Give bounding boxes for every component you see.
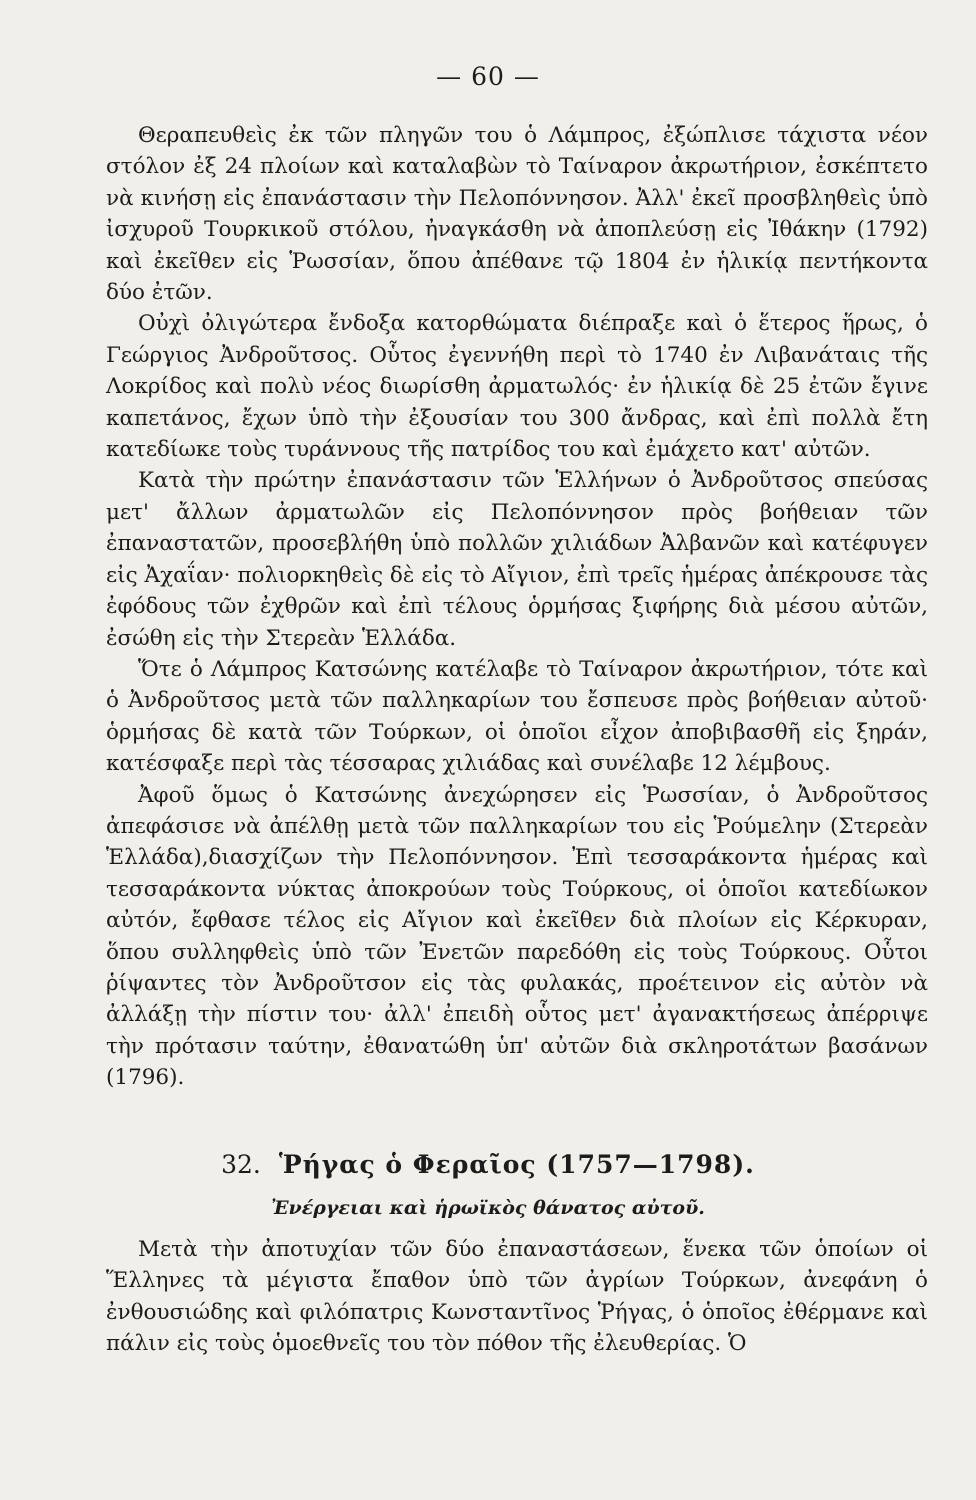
section-subtitle: Ἐνέργειαι καὶ ἡρωϊκὸς θάνατος αὐτοῦ. <box>271 1197 705 1219</box>
paragraph: Θεραπευθεὶς ἐκ τῶν πληγῶν του ὁ Λάμπρος, ἐξώπλισε τάχιστα νέον στόλον ἐξ 24 πλοίων καὶ καταλαβὼν τὸ Ταίναρον ἀκρωτήριον, ἐσκέπτετο νὰ κινήσῃ εἰς ἐπανάστασιν τὴν Πελοπόννησον. Ἀλλ' ἐκεῖ προσβληθεὶς ὑπὸ ἰσχυροῦ Τουρκικοῦ στόλου, ἠναγκάσθη νὰ ἀποπλεύσῃ εἰς Ἰθάκην (1792) καὶ ἐκεῖθεν εἰς Ῥωσσίαν, ὅπου ἀπέθανε τῷ 1804 ἐν ἡλικίᾳ πεντήκοντα δύο ἐτῶν. <box>106 123 928 306</box>
section-title: Ῥήγας ὁ Φεραῖος (1757—1798). <box>278 1150 755 1179</box>
paragraph: Ὅτε ὁ Λάμπρος Κατσώνης κατέλαβε τὸ Ταίναρον ἀκρωτήριον, τότε καὶ ὁ Ἀνδροῦτσος μετὰ τῶν παλληκαρίων του ἔσπευσε πρὸς βοήθειαν αὐτοῦ· ὁρμήσας δὲ κατὰ τῶν Τούρκων, οἱ ὁποῖοι εἶχον ἀποβιβασθῆ εἰς ξηράν, κατέσφαξε περὶ τὰς τέσσαρας χιλιάδας καὶ συνέλαβε 12 λέμβους. <box>106 656 928 777</box>
page-number: — 60 — <box>436 62 540 91</box>
paragraph: Ἀφοῦ ὅμως ὁ Κατσώνης ἀνεχώρησεν εἰς Ῥωσσίαν, ὁ Ἀνδροῦτσος ἀπεφάσισε νὰ ἀπέλθῃ μετὰ τῶν παλληκαρίων του εἰς Ῥούμελην (Στερεὰν Ἑλλάδα),διασχίζων τὴν Πελοπόννησον. Ἐπὶ τεσσαράκοντα ἡμέρας καὶ τεσσαράκοντα νύκτας ἀποκρούων τοὺς Τούρκους, οἱ ὁποῖοι κατεδίωκον αὐτόν, ἔφθασε τέλος εἰς Αἴγιον καὶ ἐκεῖθεν διὰ πλοίων εἰς Κέρκυραν, ὅπου συλληφθεὶς ὑπὸ τῶν Ἐνετῶν παρεδόθη εἰς τοὺς Τούρκους. Οὗτοι ῥίψαντες τὸν Ἀνδροῦτσον εἰς τὰς φυλακάς, προέτεινον εἰς αὐτὸν νὰ ἀλλάξῃ τὴν πίστιν του· ἀλλ' ἐπειδὴ οὗτος μετ' ἀγανακτήσεως ἀπέρριψε τὴν πρότασιν ταύτην, ἐθανατώθη ὑπ' αὐτῶν διὰ σκληροτάτων βασάνων (1796). <box>106 782 928 1091</box>
paragraph: Κατὰ τὴν πρώτην ἐπανάστασιν τῶν Ἑλλήνων ὁ Ἀνδροῦτσος σπεύσας μετ' ἄλλων ἀρματωλῶν εἰς Πελοπόννησον πρὸς βοήθειαν τῶν ἐπαναστατῶν, προσεβλήθη ὑπὸ πολλῶν χιλιάδων Ἀλβανῶν καὶ κατέφυγεν εἰς Ἀχαΐαν· πολιορκηθεὶς δὲ εἰς τὸ Αἴγιον, ἐπὶ τρεῖς ἡμέρας ἀπέκρουσε τὰς ἐφόδους τῶν ἐχθρῶν καὶ ἐπὶ τέλους ὁρμήσας ξιφήρης διὰ μέσου αὐτῶν, ἐσώθη εἰς τὴν Στερεὰν Ἑλλάδα. <box>106 468 928 651</box>
paragraph: Οὐχὶ ὀλιγώτερα ἔνδοξα κατορθώματα διέπραξε καὶ ὁ ἕτερος ἥρως, ὁ Γεώργιος Ἀνδροῦτσος. Οὗτος ἐγεννήθη περὶ τὸ 1740 ἐν Λιβανάταις τῆς Λοκρίδος καὶ πολὺ νέος διωρίσθη ἀρματωλός· ἐν ἡλικίᾳ δὲ 25 ἐτῶν ἔγινε καπετάνος, ἔχων ὑπὸ τὴν ἐξουσίαν του 300 ἄνδρας, καὶ ἐπὶ πολλὰ ἔτη κατεδίωκε τοὺς τυράννους τῆς πατρίδος του καὶ ἐμάχετο κατ' αὐτῶν. <box>106 311 928 463</box>
section-heading <box>0 1148 976 1182</box>
paragraph: Μετὰ τὴν ἀποτυχίαν τῶν δύο ἐπαναστάσεων, ἕνεκα τῶν ὁποίων οἱ Ἕλληνες τὰ μέγιστα ἔπαθον ὑπὸ τῶν ἀγρίων Τούρκων, ἀνεφάνη ὁ ἐνθουσιώδης καὶ φιλόπατρις Κωνσταντῖνος Ῥήγας, ὁ ὁποῖος ἐθέρμανε καὶ πάλιν εἰς τοὺς ὁμοεθνεῖς του τὸν πόθον τῆς ἐλευθερίας. Ὁ <box>106 1237 928 1357</box>
section-body-text <box>106 1234 928 1360</box>
section-number: 32. <box>221 1150 261 1179</box>
body-text <box>106 120 928 1094</box>
